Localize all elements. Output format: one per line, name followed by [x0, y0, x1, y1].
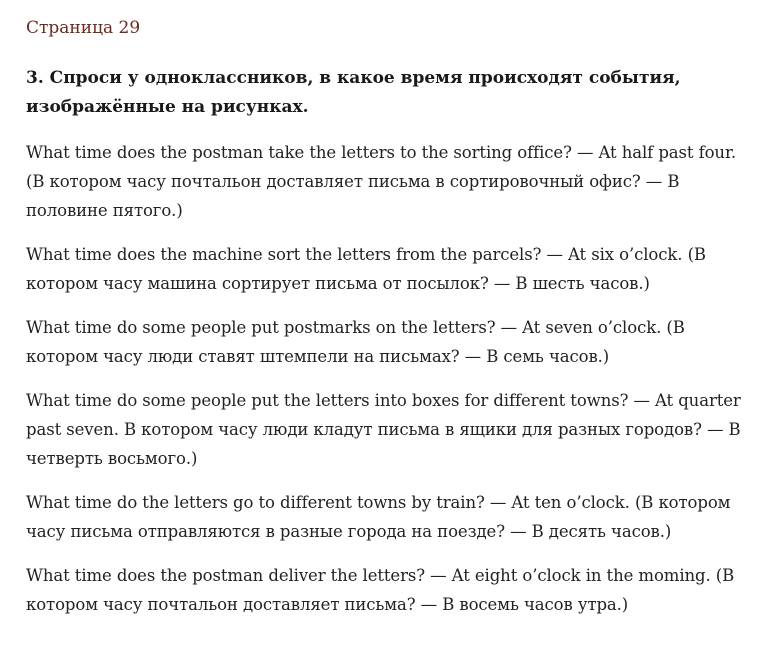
- page-number: Страница 29: [26, 18, 141, 38]
- qa-item-1: What time does the postman take the letters to the sorting office? — At half past four. (В котором часу почтальон доставляет письма в сортировочный офис? — В половине пятого.): [26, 143, 737, 220]
- qa-item-5: What time do the letters go to different towns by train? — At ten o’clock. (В котором часу письма отправляются в разные города на поезде? — В десять часов.): [26, 493, 731, 541]
- task-heading: 3. Спроси у одноклассников, в какое время происходят события, изображённые на рисунках.: [26, 68, 681, 117]
- qa-item-2: What time does the machine sort the letters from the parcels? — At six o’clock. (В котором часу машина сортирует письма от посылок? — В шесть часов.): [26, 245, 706, 293]
- qa-list: [26, 138, 746, 619]
- qa-item-4: What time do some people put the letters into boxes for different towns? — At quarter past seven. В котором часу люди кладут письма в ящики для разных городов? — В четверть восьмого.): [26, 391, 741, 468]
- qa-item-3: What time do some people put postmarks on the letters? — At seven o’clock. (В котором часу люди ставят штемпели на письмах? — В семь часов.): [26, 318, 685, 366]
- qa-item-6: What time does the postman deliver the letters? — At eight o’clock in the moming. (В котором часу почтальон доставляет письма? — В восемь часов утра.): [26, 566, 735, 614]
